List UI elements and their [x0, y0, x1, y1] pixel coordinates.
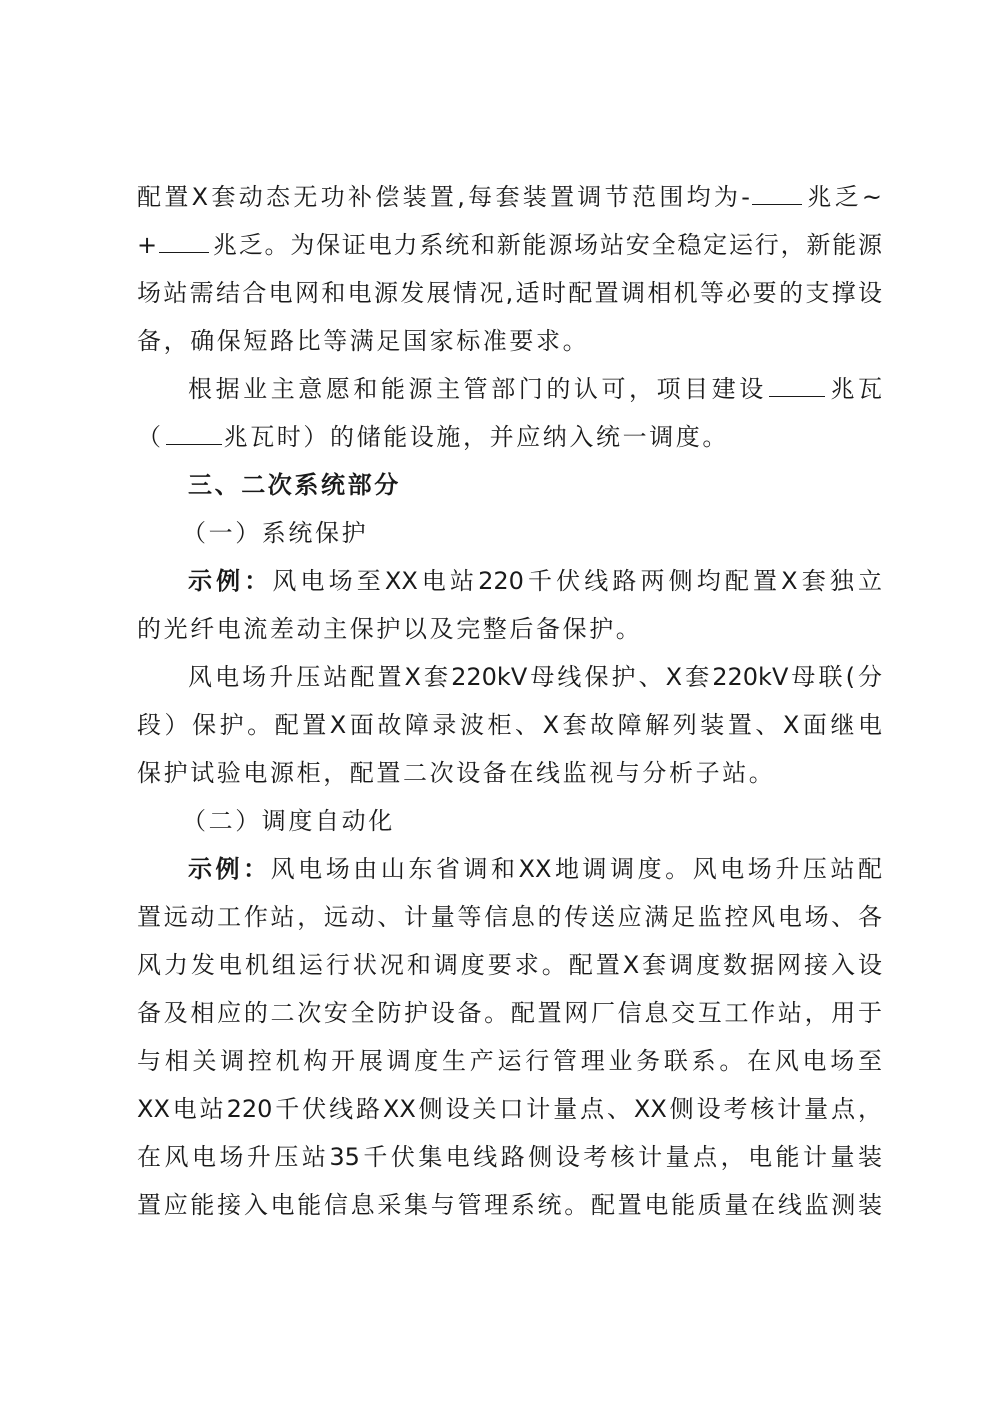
- text-line: 在风电场升压站35千伏集电线路侧设考核计量点，电能计量装: [137, 1143, 882, 1171]
- text-line: 风电场升压站配置X套220kV母线保护、X套220kV母联(分: [188, 663, 882, 691]
- text-line: 风力发电机组运行状况和调度要求。配置X套调度数据网接入设: [137, 951, 882, 979]
- text-line: 的光纤电流差动主保护以及完整后备保护。: [137, 615, 643, 643]
- text: 兆乏~: [803, 183, 883, 211]
- text: 风电场至XX电站220千伏线路两侧均配置X套独立: [272, 567, 882, 595]
- text-line: 备及相应的二次安全防护设备。配置网厂信息交互工作站，用于: [137, 999, 882, 1027]
- fill-blank: [752, 182, 802, 205]
- subsection-heading: （二）调度自动化: [182, 807, 395, 835]
- text-line: 场站需结合电网和电源发展情况,适时配置调相机等必要的支撑设: [137, 279, 882, 307]
- subsection-heading: （一）系统保护: [182, 519, 369, 547]
- text-line: XX电站220千伏线路XX侧设关口计量点、XX侧设考核计量点，: [137, 1095, 882, 1123]
- text-line: [137, 230, 882, 260]
- fill-blank: [159, 230, 209, 253]
- example-label: 示例：: [188, 567, 273, 595]
- text-line: [188, 566, 882, 596]
- text-line: 备，确保短路比等满足国家标准要求。: [137, 327, 590, 355]
- text-line: [137, 182, 882, 212]
- text: 配置X套动态无功补偿装置,每套装置调节范围均为-: [137, 183, 750, 211]
- text: 风电场由山东省调和XX地调调度。风电场升压站配: [270, 855, 882, 883]
- text: 根据业主意愿和能源主管部门的认可，项目建设: [188, 375, 767, 403]
- text-line: 置远动工作站，远动、计量等信息的传送应满足监控风电场、各: [137, 903, 882, 931]
- fill-blank: [769, 374, 825, 397]
- text-line: 保护试验电源柜，配置二次设备在线监视与分析子站。: [137, 759, 776, 787]
- fill-blank: [166, 422, 222, 445]
- text: 兆瓦时）的储能设施，并应纳入统一调度。: [223, 423, 730, 451]
- example-label: 示例：: [188, 855, 271, 883]
- text: （: [137, 423, 164, 451]
- text-line: 置应能接入电能信息采集与管理系统。配置电能质量在线监测装: [137, 1191, 882, 1219]
- text-line: [188, 854, 882, 884]
- text-line: 段）保护。配置X面故障录波柜、X套故障解列装置、X面继电: [137, 711, 882, 739]
- section-heading: 三、二次系统部分: [188, 471, 401, 499]
- text-line: 与相关调控机构开展调度生产运行管理业务联系。在风电场至: [137, 1047, 882, 1075]
- text-line: [188, 374, 882, 404]
- text: +: [137, 231, 158, 259]
- text: 兆乏。为保证电力系统和新能源场站安全稳定运行，新能源: [211, 231, 882, 259]
- text-line: [137, 422, 882, 452]
- text: 兆瓦: [826, 375, 883, 403]
